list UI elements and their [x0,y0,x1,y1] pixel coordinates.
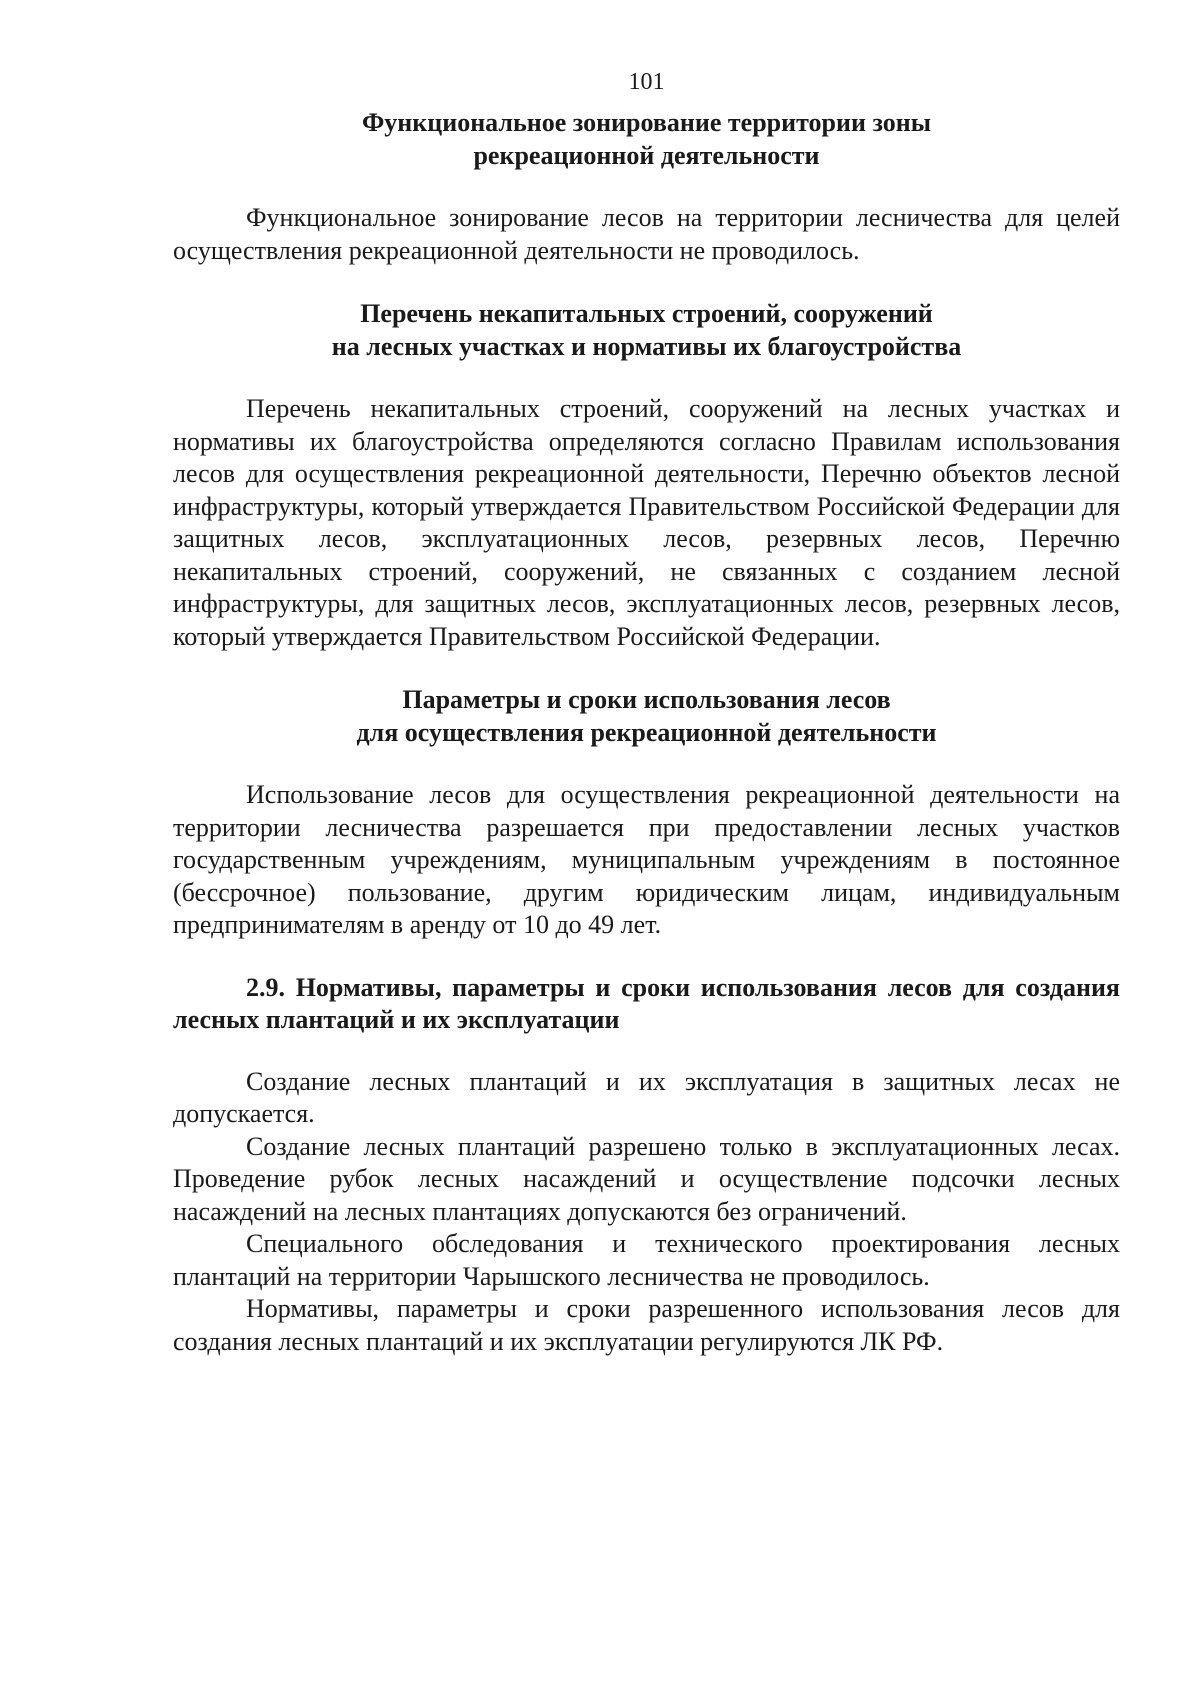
document-page [173,66,1120,1358]
section-heading-zoning [173,106,1120,172]
heading-line: рекреационной деятельности [473,141,820,170]
page-number: 101 [628,69,665,95]
paragraph-plantations-4: Нормативы, параметры и сроки разрешенного использования лесов для создания лесных плантаций и их эксплуатации регулируются ЛК РФ. [173,1294,1120,1356]
heading-line: Перечень некапитальных строений, сооружений [360,299,933,328]
heading-line: для осуществления рекреационной деятельности [356,718,937,747]
section-heading-structures [173,297,1120,363]
section-heading-parameters [173,683,1120,749]
paragraph-parameters: Использование лесов для осуществления рекреационной деятельности на территории лесничества разрешается при предоставлении лесных участков государственным учреждениям, муниципальным учреждениям в постоянное (бессрочное) пользование, другим юридическим лицам, индивидуальным предпринимателям в аренду от 10 до 49 лет. [173,780,1120,939]
paragraph-plantations-1: Создание лесных плантаций и их эксплуатация в защитных лесах не допускается. [173,1066,1120,1128]
heading-line: Функциональное зонирование территории зоны [361,108,932,137]
section-heading-2-9: 2.9. Нормативы, параметры и сроки использования лесов для создания лесных плантаций и их эксплуатации [173,972,1120,1034]
heading-line: Параметры и сроки использования лесов [402,685,891,714]
paragraph-structures: Перечень некапитальных строений, сооружений на лесных участках и нормативы их благоустройства определяются согласно Правилам использования лесов для осуществления рекреационной деятельности, Перечню объектов лесной инфраструктуры, который утверждается Правительством Российской Федерации для защитных лесов, эксплуатационных лесов, резервных лесов, Перечню некапитальных строений, сооружений, не связанных с созданием лесной инфраструктуры, для защитных лесов, эксплуатационных лесов, резервных лесов, который утверждается Правительством Российской Федерации. [173,394,1120,651]
heading-line: на лесных участках и нормативы их благоустройства [331,332,962,361]
paragraph-plantations-2: Создание лесных плантаций разрешено только в эксплуатационных лесах. Проведение рубок лесных насаждений и осуществление подсочки лесных насаждений на лесных плантациях допускаются без ограничений. [173,1131,1120,1226]
paragraph-zoning: Функциональное зонирование лесов на территории лесничества для целей осуществления рекреационной деятельности не проводилось. [173,203,1120,265]
paragraph-plantations-3: Специального обследования и технического проектирования лесных плантаций на территории Чарышского лесничества не проводилось. [173,1229,1120,1291]
